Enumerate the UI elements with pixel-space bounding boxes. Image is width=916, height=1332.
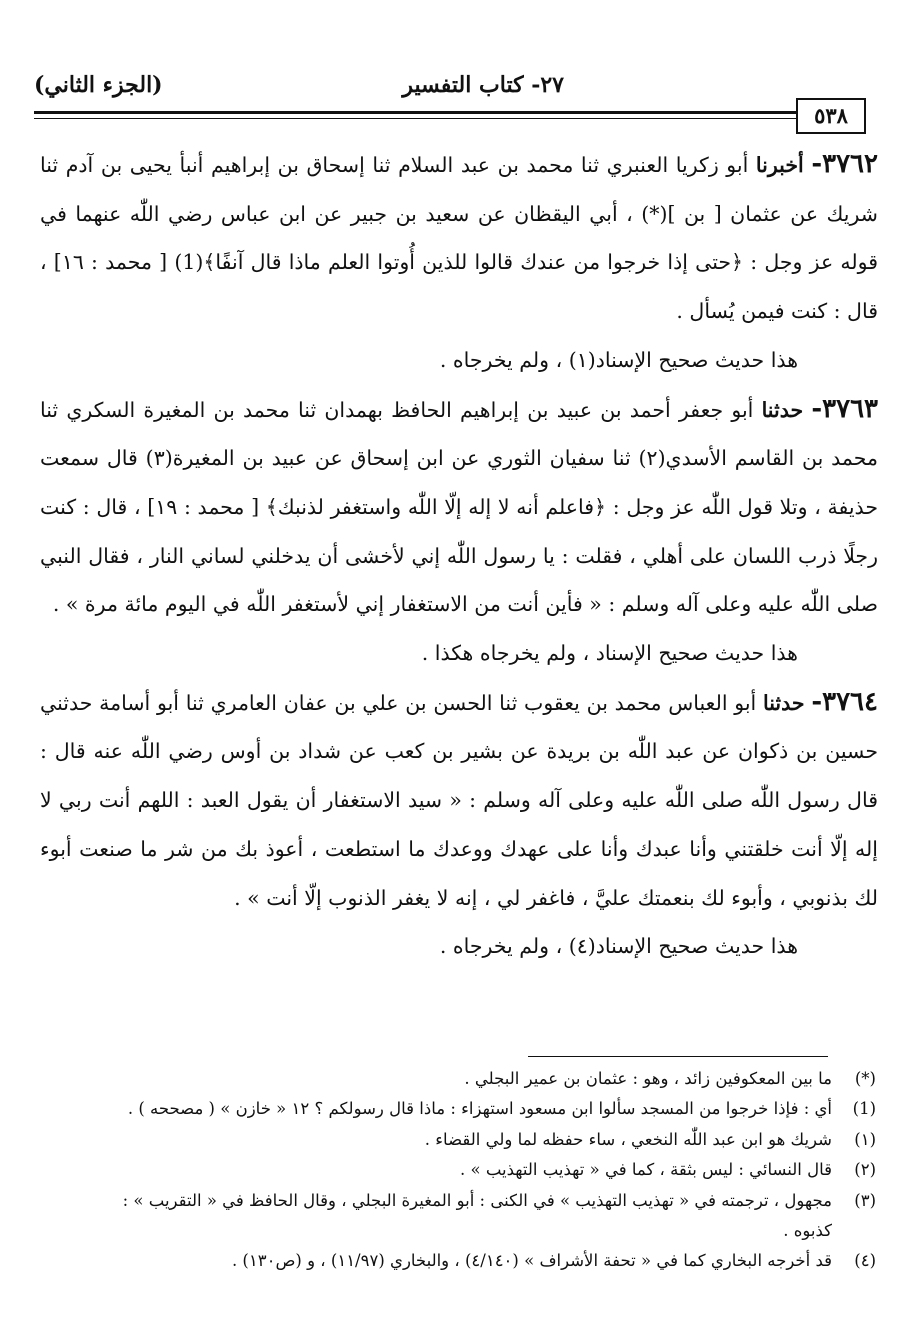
footnote [44,1186,876,1216]
hadith-verdict: هذا حديث صحيح الإسناد ، ولم يخرجاه هكذا . [421,641,798,666]
footnote-marker: (٣) [854,1190,876,1210]
footnote-marker: (٢) [854,1160,876,1180]
header-rule-thin [34,118,828,119]
hadith-text: أبو جعفر أحمد بن عبيد بن إبراهيم الحافظ بهمدان ثنا محمد بن المغيرة السكري ثنا محمد بن القاسم الأسدي(٢) ثنا سفيان الثوري عن ابن إسحاق عن عبيد بن المغيرة(٣) قال سمعت حذيفة ، وتلا قول اللّٰه عز وجل : ﴿فاعلم أنه لا إله إلّا اللّٰه واستغفر لذنبك﴾ [ محمد : ١٩] ، قال : كنت رجلًا ذرب اللسان على أهلي ، فقلت : يا رسول اللّٰه إني لأخشى أن يدخلني لساني النار ، فقال النبي صلى اللّٰه عليه وعلى آله وسلم : « فأين أنت من الاستغفار إني لأستغفر اللّٰه في اليوم مائة مرة » . [40,397,878,617]
narration-keyword: حدثنا [761,397,804,422]
footnote-text: ما بين المعكوفين زائد ، وهو : عثمان بن عمير البجلي . [464,1069,832,1088]
narration-keyword: أخبرنا [755,153,804,177]
footnote [44,1125,876,1155]
footnote-separator [528,1056,828,1057]
footnote-text: كذبوه . [783,1221,832,1241]
hadith-paragraph [40,678,878,923]
hadith-verdict: هذا حديث صحيح الإسناد(٤) ، ولم يخرجاه . [439,934,798,959]
footnotes [44,1064,876,1277]
footnote-marker: (1) [852,1099,876,1119]
footnote-text: قد أخرجه البخاري كما في « تحفة الأشراف » (٤/١٤٠) ، والبخاري (١١/٩٧) ، و (ص١٣٠) . [231,1251,832,1271]
main-text [40,140,878,971]
header-rule-thick [34,111,828,114]
hadith-paragraph [40,385,878,630]
hadith-verdict: هذا حديث صحيح الإسناد(١) ، ولم يخرجاه . [439,347,798,372]
section-title: ٢٧- كتاب التفسير [402,72,564,98]
footnote-marker: (٤) [854,1251,876,1271]
narration-keyword: حدثنا [763,690,805,715]
footnote [44,1155,876,1185]
footnote-text: أي : فإذا خرجوا من المسجد سألوا ابن مسعود استهزاء : ماذا قال رسولكم ؟ ١٢ « خازن » ( مصححه ) . [127,1099,832,1119]
running-header [22,70,894,104]
footnote [44,1094,876,1124]
footnote-text: قال النسائي : ليس بثقة ، كما في « تهذيب التهذيب » . [459,1160,832,1180]
hadith-text: أبو زكريا العنبري ثنا محمد بن عبد السلام ثنا إسحاق بن إبراهيم أنبأ يحيى بن آدم ثنا شريك عن عثمان [ بن ](*) ، أبي اليقظان عن سعيد بن جبير عن ابن عباس رضي اللّٰه عنهما في قوله عز وجل : ﴿حتى إذا خرجوا من عندك قالوا للذين أُوتوا العلم ماذا قال آنفًا﴾(1) [ محمد : ١٦] ، قال : كنت فيمن يُسأل . [40,153,878,324]
hadith-number: ٣٧٦٤- [811,686,878,717]
hadith-number: ٣٧٦٣- [811,393,878,424]
footnote-marker: (*) [854,1069,876,1088]
footnote [44,1064,876,1094]
footnote-text: شريك هو ابن عبد اللّٰه النخعي ، ساء حفظه لما ولي القضاء . [424,1129,832,1149]
hadith-number: ٣٧٦٢- [811,149,878,179]
footnote [44,1246,876,1276]
hadith-text: أبو العباس محمد بن يعقوب ثنا الحسن بن علي بن عفان العامري ثنا أبو أسامة حدثني حسين بن ذكوان عن عبد اللّٰه بن بريدة عن بشير بن كعب عن شداد بن أوس رضي اللّٰه عنه قال : قال رسول اللّٰه صلى اللّٰه عليه وعلى آله وسلم : « سيد الاستغفار أن يقول العبد : اللهم أنت ربي لا إله إلّا أنت خلقتني وأنا عبدك وأنا على عهدك ووعدك ما استطعت ، أعوذ بك من شر ما صنعت أبوء لك بذنوبي ، وأبوء لك بنعمتك عليَّ ، فاغفر لي ، إنه لا يغفر الذنوب إلّا أنت » . [40,690,878,910]
page-number-box: ٥٣٨ [796,98,866,134]
footnote-text: مجهول ، ترجمته في « تهذيب التهذيب » في الكنى : أبو المغيرة البجلي ، وقال الحافظ في « التقريب » : [122,1190,832,1210]
footnote-continuation [44,1216,876,1246]
footnote-marker: (١) [854,1129,876,1149]
volume-label: (الجزء الثاني) [34,72,163,98]
hadith-paragraph [40,140,878,336]
